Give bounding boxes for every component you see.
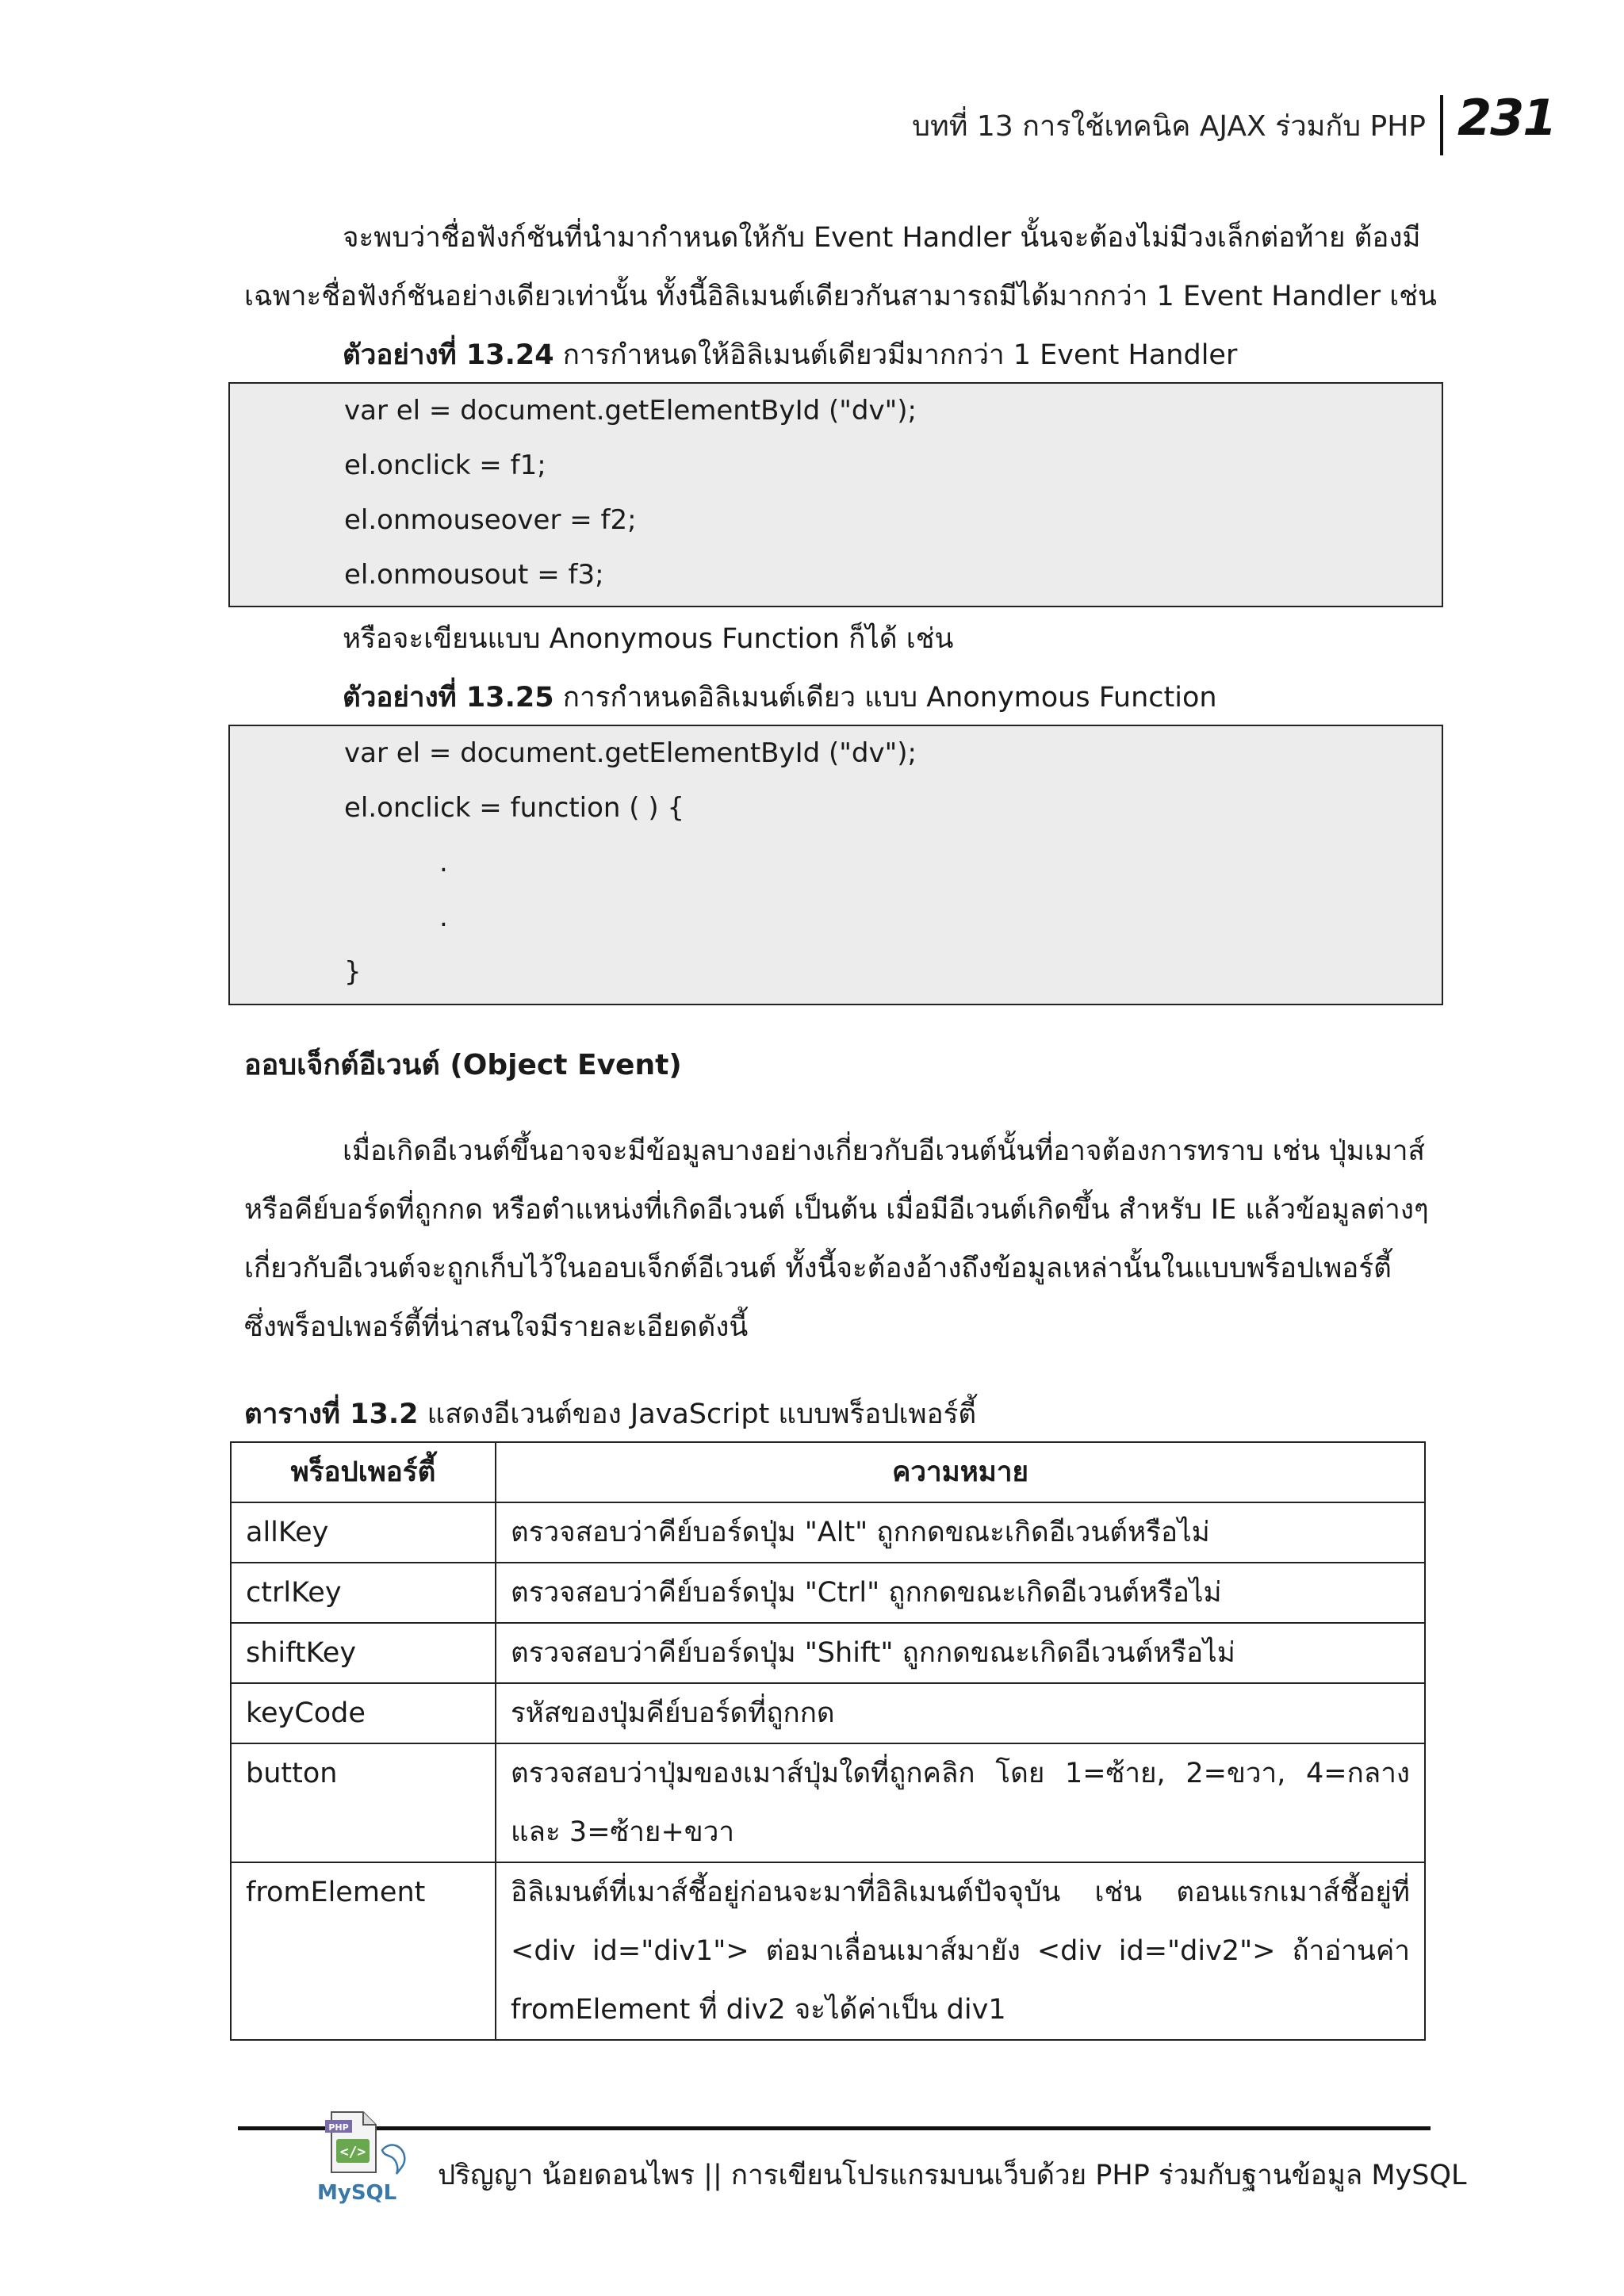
property-description: ตรวจสอบว่าคีย์บอร์ดปุ่ม "Alt" ถูกกดขณะเกิดอีเวนต์หรือไม่ xyxy=(496,1502,1425,1563)
logo-mysql-text: MySQL xyxy=(317,2181,397,2205)
code-block-2 xyxy=(228,725,1443,1005)
table-row xyxy=(231,1683,1425,1743)
property-name: fromElement xyxy=(231,1862,496,2040)
property-description: ตรวจสอบว่าคีย์บอร์ดปุ่ม "Ctrl" ถูกกดขณะเกิดอีเวนต์หรือไม่ xyxy=(496,1563,1425,1623)
code-line: el.onmouseover = f2; xyxy=(344,504,637,536)
logo-badge-text: PHP xyxy=(328,2122,349,2133)
example-1-caption xyxy=(343,333,1237,377)
table-row xyxy=(231,1623,1425,1683)
property-description: ตรวจสอบว่าคีย์บอร์ดปุ่ม "Shift" ถูกกดขณะเกิดอีเวนต์หรือไม่ xyxy=(496,1623,1425,1683)
example-1-label: ตัวอย่างที่ 13.24 xyxy=(343,339,554,371)
property-name: allKey xyxy=(231,1502,496,1563)
section-line-2: หรือคีย์บอร์ดที่ถูกกด หรือตำแหน่งที่เกิดอีเวนต์ เป็นต้น เมื่อมีอีเวนต์เกิดขึ้น สำหรับ IE แล้วข้อมูลต่างๆ xyxy=(244,1194,1429,1226)
code-line: el.onclick = f1; xyxy=(344,450,546,481)
column-header-meaning: ความหมาย xyxy=(496,1442,1425,1502)
example-2-label: ตัวอย่างที่ 13.25 xyxy=(343,682,554,714)
chapter-header: บทที่ 13 การใช้เทคนิค AJAX ร่วมกับ PHP xyxy=(912,110,1426,143)
header-divider xyxy=(1440,95,1443,155)
php-mysql-logo-icon xyxy=(314,2106,425,2209)
table-row xyxy=(231,1743,1425,1862)
example-1-text: การกำหนดให้อิลิเมนต์เดียวมีมากกว่า 1 Event Handler xyxy=(553,339,1238,371)
table-caption xyxy=(244,1392,976,1436)
code-line: . xyxy=(439,901,448,933)
property-name: shiftKey xyxy=(231,1623,496,1683)
table-label: ตารางที่ 13.2 xyxy=(244,1399,419,1430)
section-line-1: เมื่อเกิดอีเวนต์ขึ้นอาจจะมีข้อมูลบางอย่างเกี่ยวกับอีเวนต์นั้นที่อาจต้องการทราบ เช่น ปุ่มเมาส์ xyxy=(343,1135,1425,1167)
property-description: อิลิเมนต์ที่เมาส์ชี้อยู่ก่อนจะมาที่อิลิเมนต์ปัจจุบัน เช่น ตอนแรกเมาส์ชี้อยู่ที่ <div id="div1"> ต่อมาเลื่อนเมาส์มายัง <div id="div2"> ถ้าอ่านค่า fromElement ที่ div2 จะได้ค่าเป็น div1 xyxy=(496,1862,1425,2040)
code-line: var el = document.getElementById ("dv"); xyxy=(344,737,917,769)
example-2-caption xyxy=(343,675,1217,719)
property-table xyxy=(230,1441,1426,2041)
section-title: ออบเจ็กต์อีเวนต์ (Object Event) xyxy=(244,1049,682,1081)
intro-line-2: เฉพาะชื่อฟังก์ชันอย่างเดียวเท่านั้น ทั้งนี้อิลิเมนต์เดียวกันสามารถมีได้มากกว่า 1 Event Handler เช่น xyxy=(244,281,1437,312)
anonymous-note: หรือจะเขียนแบบ Anonymous Function ก็ได้ เช่น xyxy=(343,623,954,655)
example-2-text: การกำหนดอิลิเมนต์เดียว แบบ Anonymous Function xyxy=(553,682,1217,714)
page-number: 231 xyxy=(1457,89,1556,147)
php-mysql-logo xyxy=(314,2106,425,2209)
table-caption-text: แสดงอีเวนต์ของ JavaScript แบบพร็อปเพอร์ตี้ xyxy=(418,1399,977,1430)
table-row xyxy=(231,1502,1425,1563)
property-description: ตรวจสอบว่าปุ่มของเมาส์ปุ่มใดที่ถูกคลิก โดย 1=ซ้าย, 2=ขวา, 4=กลาง และ 3=ซ้าย+ขวา xyxy=(496,1743,1425,1862)
property-name: ctrlKey xyxy=(231,1563,496,1623)
property-name: button xyxy=(231,1743,496,1862)
property-description: รหัสของปุ่มคีย์บอร์ดที่ถูกกด xyxy=(496,1683,1425,1743)
svg-text:</>: </> xyxy=(339,2144,366,2160)
code-line: } xyxy=(344,956,362,988)
code-line: el.onclick = function ( ) { xyxy=(344,792,685,824)
code-line: . xyxy=(439,847,448,878)
code-block-1 xyxy=(228,382,1443,607)
section-line-3: เกี่ยวกับอีเวนต์จะถูกเก็บไว้ในออบเจ็กต์อีเวนต์ ทั้งนี้จะต้องอ้างถึงข้อมูลเหล่านั้นในแบบพร็อปเพอร์ตี้ xyxy=(244,1253,1392,1284)
code-line: var el = document.getElementById ("dv"); xyxy=(344,395,917,427)
table-row xyxy=(231,1563,1425,1623)
footer-text: ปริญญา น้อยดอนไพร || การเขียนโปรแกรมบนเว็บด้วย PHP ร่วมกับฐานข้อมูล MySQL xyxy=(438,2160,1467,2191)
section-line-4: ซึ่งพร็อปเพอร์ตี้ที่น่าสนใจมีรายละเอียดดังนี้ xyxy=(244,1311,749,1343)
column-header-property: พร็อปเพอร์ตี้ xyxy=(231,1442,496,1502)
table-row xyxy=(231,1862,1425,2040)
code-line: el.onmousout = f3; xyxy=(344,559,604,591)
intro-line-1: จะพบว่าชื่อฟังก์ชันที่นำมากำหนดให้กับ Event Handler นั้นจะต้องไม่มีวงเล็กต่อท้าย ต้องมี xyxy=(343,222,1421,254)
property-name: keyCode xyxy=(231,1683,496,1743)
table-header-row xyxy=(231,1442,1425,1502)
